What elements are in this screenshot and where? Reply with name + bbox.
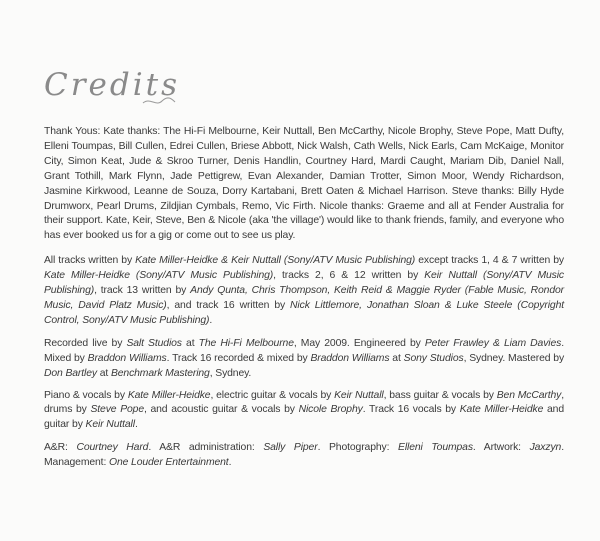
thank-yous-paragraph: Thank Yous: Kate thanks: The Hi-Fi Melbourne, Keir Nuttall, Ben McCarthy, Nicole Brophy, Steve Pope, Matt Dufty, Elleni Toumpas, Bill Cullen, Edrei Cullen, Briese Abbott, Nick Walsh, Cath Wells, Nick Earls, Cam McKaige, Monitor City, Simon Keat, Jude & Skroo Turner, Denis Handlin, Courtney Hard, Mardi Caught, Mariam Dib, Daniel Nall, Grant Tothill, Mark Flynn, Jade Pettigrew, Evan Alexander, Damian Trotter, Simon Moor, Wendy Richardson, Jasmine Kirkwood, Leanne de Souza, Dorry Kartabani, Brett Oaten & Michael Harrison. Steve thanks: Billy Hyde Drumworx, Pearl Drums, Zildjian Cymbals, Remo, Vic Firth. Nicole thanks: Graeme and all at Fender Australia for their support. Kate, Keir, Steve, Ben & Nicole (aka 'the village') would like to thank friends, family, and everyone who has ever booked us for a gig or come out to see us play. bbox=[44, 126, 564, 242]
flourish-ornament bbox=[142, 95, 176, 107]
credits-body bbox=[44, 125, 564, 480]
credits-heading: Credits bbox=[44, 67, 181, 103]
recording-paragraph: Recorded live by Salt Studios at The Hi-Fi Melbourne, May 2009. Engineered by Peter Frawley & Liam Davies. Mixed by Braddon Williams. Track 16 recorded & mixed by Braddon Williams at Sony Studios, Sydney. Mastered by Don Bartley at Benchmark Mastering, Sydney. bbox=[44, 337, 565, 379]
staff-paragraph: A&R: Courtney Hard. A&R administration: Sally Piper. Photography: Elleni Toumpas. Artwork: Jaxzyn. Management: One Louder Entertainment. bbox=[44, 442, 564, 469]
songwriting-paragraph: All tracks written by Kate Miller-Heidke & Keir Nuttall (Sony/ATV Music Publishing) except tracks 1, 4 & 7 written by Kate Miller-Heidke (Sony/ATV Music Publishing), tracks 2, 6 & 12 written by Keir Nuttall (Sony/ATV Music Publishing), track 13 written by Andy Qunta, Chris Thompson, Keith Reid & Maggie Ryder (Fable Music, Rondor Music, David Platz Music), and track 16 written by Nick Littlemore, Jonathan Sloan & Luke Steele (Copyright Control, Sony/ATV Music Publishing). bbox=[44, 255, 565, 326]
performers-paragraph: Piano & vocals by Kate Miller-Heidke, electric guitar & vocals by Keir Nuttall, bass guitar & vocals by Ben McCarthy, drums by Steve Pope, and acoustic guitar & vocals by Nicole Brophy. Track 16 vocals by Kate Miller-Heidke and guitar by Keir Nuttall. bbox=[44, 389, 565, 431]
